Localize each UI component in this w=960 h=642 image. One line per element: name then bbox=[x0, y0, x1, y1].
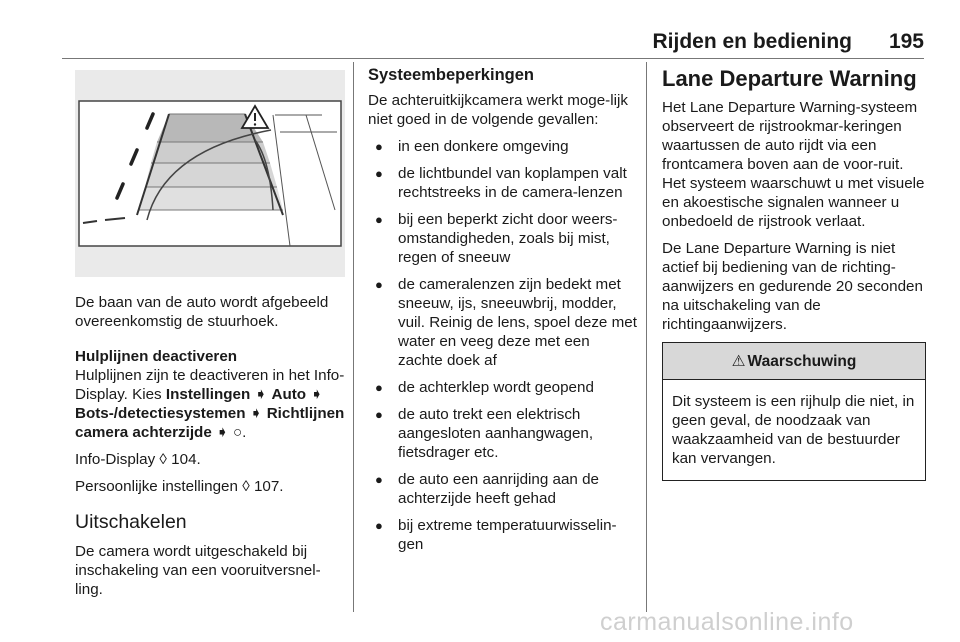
warning-text: Dit systeem is een rijhulp die niet, in geen geval, de noodzaak van waakzaamheid van de bestuurder kan vervangen. bbox=[672, 393, 915, 467]
cross-reference-info-display: Info-Display ◊ 104. bbox=[75, 451, 201, 468]
deactivate-text: Hulplijnen zijn te deactiveren in het Info-Display. Kies bbox=[75, 367, 345, 403]
list-item: ● de auto trekt een elektrisch aangesloten aanhangwagen, fietsdrager etc. bbox=[375, 406, 594, 461]
menu-path-settings: Instellingen bbox=[165, 386, 251, 403]
menu-path-guidelines: Richtlijnen camera achterzijde bbox=[75, 405, 345, 441]
limitations-intro: De achteruitkijkcamera werkt moge-lijk niet goed in de volgende gevallen: bbox=[368, 92, 628, 128]
column-2 bbox=[368, 66, 638, 562]
figure-caption: De baan van de auto wordt afgebeeld overeenkomstig de stuurhoek. bbox=[75, 294, 329, 330]
watermark: carmanualsonline.info bbox=[600, 608, 854, 636]
header-rule bbox=[62, 58, 924, 59]
bullet-icon: ● bbox=[375, 472, 383, 487]
bullet-icon: ● bbox=[375, 212, 383, 227]
list-item: ● de lichtbundel van koplampen valt rechtstreeks in de camera-lenzen bbox=[375, 165, 627, 201]
switch-off-text: De camera wordt uitgeschakeld bij inschakeling van een vooruitversnel-ling. bbox=[75, 543, 321, 598]
warning-icon: ⚠ bbox=[731, 352, 746, 370]
menu-path-collision: Bots-/detectiesystemen bbox=[75, 405, 246, 422]
column-3 bbox=[662, 66, 926, 481]
bullet-icon: ● bbox=[375, 166, 383, 181]
page-header bbox=[62, 30, 924, 54]
section-heading-switch-off: Uitschakelen bbox=[75, 511, 187, 533]
arrow-icon: ➧ bbox=[254, 386, 268, 403]
menu-path-vehicle: Auto bbox=[271, 386, 307, 403]
bullet-icon: ● bbox=[375, 518, 383, 533]
limitations-list bbox=[368, 137, 638, 554]
list-item: ● de cameralenzen zijn bedekt met sneeuw, ijs, sneeuwbrij, modder, vuil. Reinig de lens, spoel deze met water en veeg deze met een zachte doek af bbox=[375, 276, 637, 369]
page-reference-icon: ◊ bbox=[242, 478, 250, 495]
arrow-icon: ➧ bbox=[249, 405, 263, 422]
list-item: ● de auto een aanrijding aan de achterzijde heeft gehad bbox=[375, 471, 599, 507]
warning-box bbox=[662, 342, 926, 481]
list-item: ● bij extreme temperatuurwisselin-gen bbox=[375, 517, 617, 553]
chapter-title: Rijden en bediening bbox=[652, 30, 852, 53]
list-item: ● de achterklep wordt geopend bbox=[375, 379, 594, 396]
cross-reference-personal-settings: Persoonlijke instellingen ◊ 107. bbox=[75, 478, 284, 495]
deactivate-heading: Hulplijnen deactiveren bbox=[75, 348, 238, 365]
column-1 bbox=[75, 70, 345, 607]
lane-departure-inactive-note: De Lane Departure Warning is niet actief bij bediening van de richting-aanwijzers en gedurende 20 seconden na uitschakeling van de richtingaanwijzers. bbox=[662, 240, 923, 333]
bullet-icon: ● bbox=[375, 380, 383, 395]
page-reference-icon: ◊ bbox=[159, 451, 167, 468]
warning-header bbox=[663, 343, 925, 380]
warning-title: Waarschuwing bbox=[747, 352, 857, 370]
lane-departure-description: Het Lane Departure Warning-systeem observeert de rijstrookmar-keringen waartussen de auto rijdt via een frontcamera boven aan de voor-ruit. Het systeem waarschuwt u met visuele en akoestische signalen wanneer u onbedoeld de rijstrook verlaat. bbox=[662, 99, 925, 230]
bullet-icon: ● bbox=[375, 407, 383, 422]
list-item: ● in een donkere omgeving bbox=[375, 138, 569, 155]
bullet-icon: ● bbox=[375, 139, 383, 154]
section-heading-limitations: Systeembeperkingen bbox=[368, 66, 534, 84]
bullet-icon: ● bbox=[375, 277, 383, 292]
column-divider-left bbox=[353, 62, 354, 612]
deactivate-section bbox=[75, 347, 345, 442]
section-heading-lane-departure: Lane Departure Warning bbox=[662, 66, 917, 91]
arrow-icon: ➧ bbox=[216, 424, 229, 441]
toggle-circle-icon: ○. bbox=[232, 424, 247, 441]
page-number: 195 bbox=[888, 30, 924, 53]
list-item: ● bij een beperkt zicht door weers-omstandigheden, zoals bij mist, regen of sneeuw bbox=[375, 211, 618, 266]
column-divider-right bbox=[646, 62, 647, 612]
rear-camera-illustration bbox=[75, 70, 345, 277]
arrow-icon: ➧ bbox=[310, 386, 324, 403]
